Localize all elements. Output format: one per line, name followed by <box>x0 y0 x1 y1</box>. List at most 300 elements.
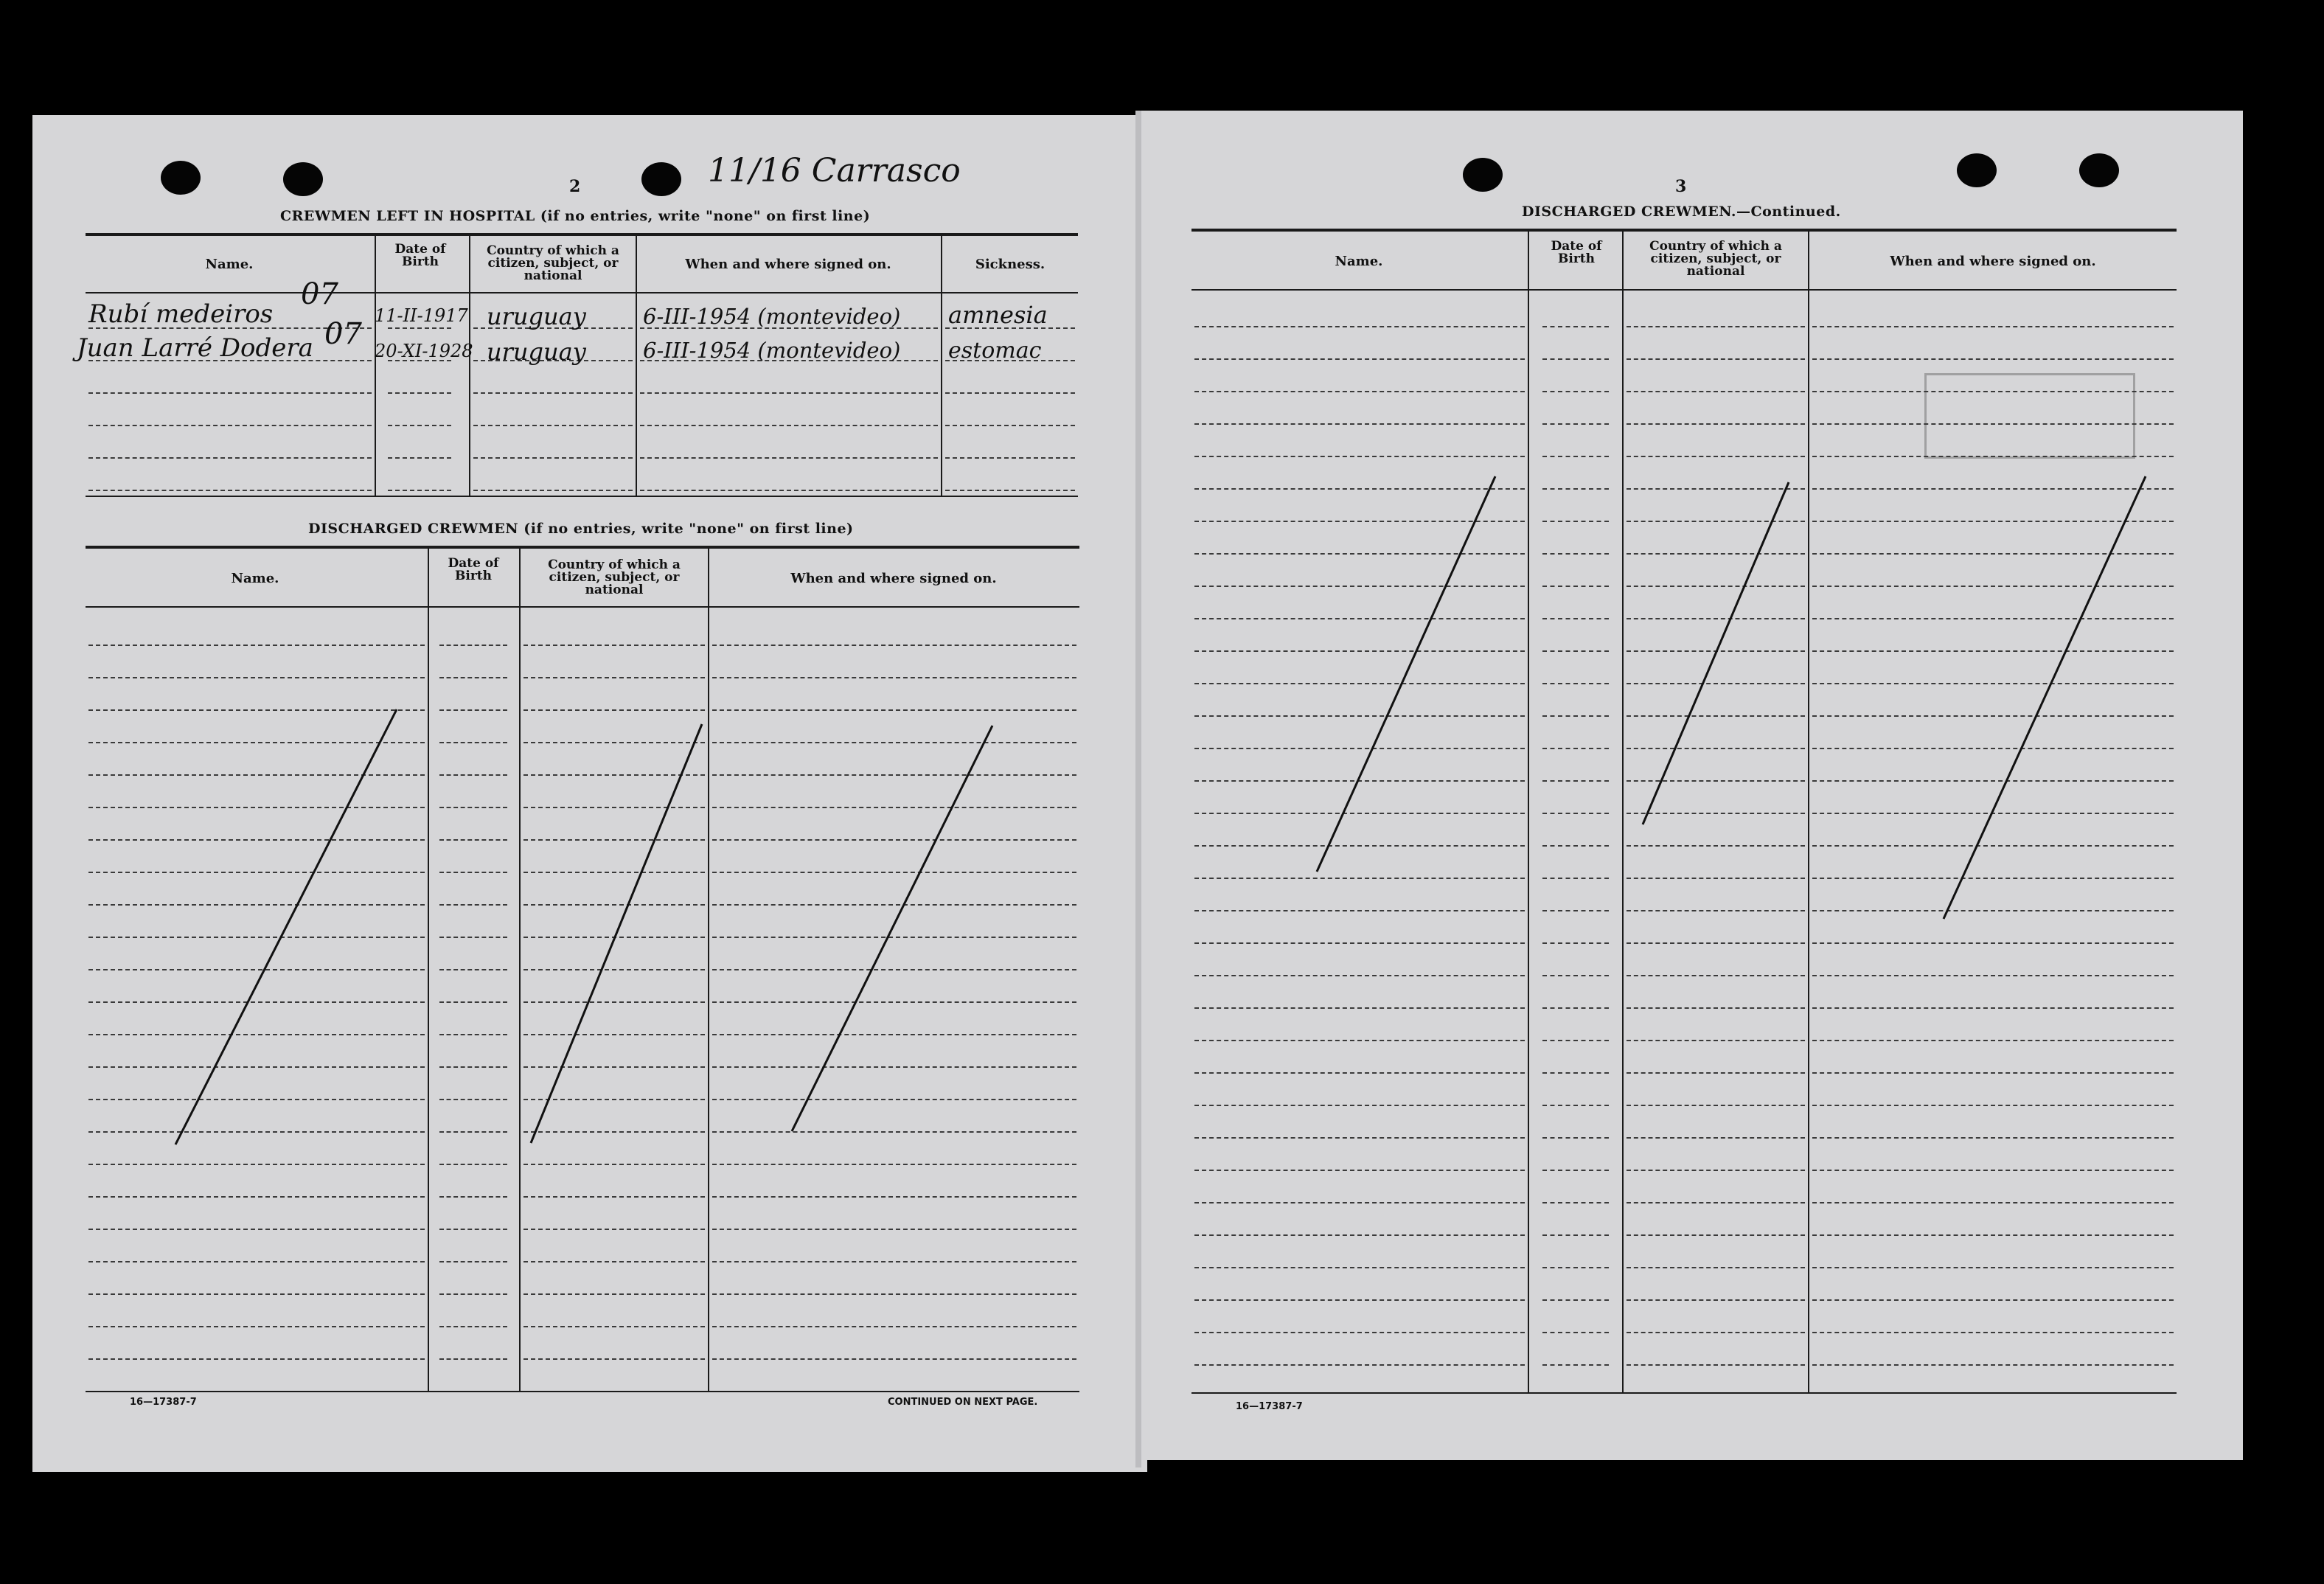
ruled-line <box>712 742 1076 743</box>
ruled-line <box>1812 910 2174 911</box>
ruled-line <box>1194 586 1525 587</box>
ruled-line <box>1542 845 1609 847</box>
ruled-line <box>1194 942 1525 944</box>
ruled-line <box>712 774 1076 776</box>
ruled-line <box>473 490 633 491</box>
ruled-line <box>88 872 425 873</box>
ruled-line <box>1542 1072 1609 1074</box>
hospital-row-1-dob: 11-II-1917 <box>375 305 468 326</box>
ruled-line <box>473 457 633 459</box>
ruled-line <box>1812 845 2174 847</box>
ruled-line <box>712 839 1076 841</box>
ruled-line <box>1627 1072 1805 1074</box>
ruled-line <box>1627 780 1805 782</box>
header-dob: Date of Birth <box>448 556 499 583</box>
ruled-line <box>523 774 705 776</box>
ruled-line <box>640 457 938 459</box>
ruled-line <box>439 709 507 711</box>
ruled-line <box>1627 1364 1805 1366</box>
ruled-line <box>1812 553 2174 555</box>
ruled-line <box>439 872 507 873</box>
ruled-line <box>1627 618 1805 619</box>
punch-hole <box>2079 153 2119 187</box>
ruled-line <box>1627 1332 1805 1333</box>
header-name: Name. <box>205 257 254 272</box>
ruled-line <box>439 1293 507 1295</box>
ruled-line <box>712 807 1076 808</box>
ruled-line <box>1812 1299 2174 1301</box>
form-number: 16—17387-7 <box>130 1397 197 1408</box>
ruled-line <box>523 1066 705 1068</box>
ruled-line <box>523 1293 705 1295</box>
ruled-line <box>1542 1202 1609 1203</box>
ruled-line <box>1812 1234 2174 1236</box>
ruled-line <box>1812 878 2174 879</box>
ruled-line <box>1194 813 1525 814</box>
table-top-rule <box>86 233 1078 236</box>
ruled-line <box>1812 748 2174 749</box>
ruled-line <box>388 392 451 394</box>
ruled-line <box>1627 358 1805 360</box>
ruled-line <box>523 1131 705 1133</box>
ruled-line <box>1194 391 1525 392</box>
table-header-rule <box>1191 289 2177 291</box>
ruled-line <box>1194 715 1525 717</box>
ruled-line <box>1627 326 1805 327</box>
ruled-line <box>1194 650 1525 652</box>
ruled-line <box>439 839 507 841</box>
ruled-line <box>1194 553 1525 555</box>
ruled-line <box>439 937 507 938</box>
ruled-line <box>439 1164 507 1165</box>
ruled-line <box>88 1099 425 1100</box>
ruled-line <box>523 677 705 678</box>
ruled-line <box>1627 1267 1805 1268</box>
header-name: Name. <box>231 571 279 586</box>
header-sickness: Sickness. <box>975 257 1046 272</box>
ruled-line <box>523 1358 705 1360</box>
ruled-line <box>1627 488 1805 490</box>
ruled-line <box>523 904 705 906</box>
ruled-line <box>1812 618 2174 619</box>
ruled-line <box>640 392 938 394</box>
column-divider <box>519 549 521 1392</box>
ruled-line <box>1542 618 1609 619</box>
ruled-line <box>1627 942 1805 944</box>
ruled-line <box>1627 748 1805 749</box>
column-divider <box>708 549 709 1392</box>
ruled-line <box>1542 358 1609 360</box>
ruled-line <box>523 709 705 711</box>
ruled-line <box>439 904 507 906</box>
header-signed: When and where signed on. <box>1890 254 2096 269</box>
ruled-line <box>1542 683 1609 684</box>
ruled-line <box>1812 942 2174 944</box>
ruled-line <box>712 645 1076 646</box>
ruled-line <box>439 677 507 678</box>
ruled-line <box>1542 391 1609 392</box>
ruled-line <box>640 425 938 426</box>
ruled-line <box>712 1261 1076 1262</box>
ruled-line <box>88 1034 425 1035</box>
ruled-line <box>1194 488 1525 490</box>
ruled-line <box>1812 488 2174 490</box>
ruled-line <box>1542 1170 1609 1171</box>
ruled-line <box>88 1293 425 1295</box>
ruled-line <box>1812 715 2174 717</box>
ruled-line <box>439 1099 507 1100</box>
ruled-line <box>1812 358 2174 360</box>
ruled-line <box>1542 878 1609 879</box>
ruled-line <box>1812 1364 2174 1366</box>
ruled-line <box>1627 423 1805 425</box>
column-divider <box>1528 232 1529 1394</box>
ruled-line <box>1627 586 1805 587</box>
ruled-line <box>1542 326 1609 327</box>
ruled-line <box>88 645 425 646</box>
ruled-line <box>1542 423 1609 425</box>
ruled-line <box>88 1358 425 1360</box>
punch-hole <box>641 162 681 196</box>
ruled-line <box>439 1196 507 1198</box>
punch-hole <box>283 162 323 196</box>
hospital-row-2-signed: 6-III-1954 (montevideo) <box>643 338 901 363</box>
handwritten-annotation: 11/16 Carrasco <box>708 152 961 190</box>
ruled-line <box>1627 878 1805 879</box>
column-divider <box>1808 232 1809 1394</box>
ruled-line <box>88 1229 425 1230</box>
column-divider <box>941 236 942 497</box>
ruled-line <box>712 1229 1076 1230</box>
ruled-line <box>712 1099 1076 1100</box>
ruled-line <box>1812 326 2174 327</box>
punch-hole <box>161 161 201 195</box>
ruled-line <box>712 1164 1076 1165</box>
right-page <box>1138 111 2243 1460</box>
header-dob: Date of Birth <box>1551 239 1602 266</box>
hospital-row-1-name: Rubí medeiros <box>88 299 274 329</box>
ruled-line <box>712 1034 1076 1035</box>
ruled-line <box>88 392 372 394</box>
ruled-line <box>1194 1105 1525 1106</box>
table-bottom-rule <box>86 1391 1079 1392</box>
table-top-rule <box>86 546 1079 549</box>
ruled-line <box>1812 1170 2174 1171</box>
header-signed: When and where signed on. <box>790 571 997 586</box>
header-name: Name. <box>1335 254 1383 269</box>
ruled-line <box>1194 1170 1525 1171</box>
ruled-line <box>473 392 633 394</box>
hospital-row-1-signed: 6-III-1954 (montevideo) <box>643 304 901 329</box>
ruled-line <box>1627 521 1805 522</box>
header-dob: Date of Birth <box>394 242 446 269</box>
ruled-line <box>1812 813 2174 814</box>
continued-note: CONTINUED ON NEXT PAGE. <box>888 1397 1038 1408</box>
ruled-line <box>88 457 372 459</box>
ruled-line <box>1627 553 1805 555</box>
ruled-line <box>439 969 507 970</box>
ruled-line <box>88 425 372 426</box>
ruled-line <box>1812 586 2174 587</box>
ruled-line <box>945 457 1075 459</box>
ruled-line <box>88 1164 425 1165</box>
ruled-line <box>439 1131 507 1133</box>
ruled-line <box>88 1261 425 1262</box>
page-number: 2 <box>569 177 581 196</box>
ruled-line <box>88 969 425 970</box>
ruled-line <box>88 774 425 776</box>
ruled-line <box>712 872 1076 873</box>
ruled-line <box>1542 748 1609 749</box>
ruled-line <box>1812 1105 2174 1106</box>
ruled-line <box>1812 1137 2174 1139</box>
table-top-rule <box>1191 229 2177 232</box>
ruled-line <box>712 904 1076 906</box>
table-header-rule <box>86 606 1079 608</box>
ruled-line <box>523 1196 705 1198</box>
ruled-line <box>1627 1202 1805 1203</box>
ruled-line <box>1627 715 1805 717</box>
ruled-line <box>439 645 507 646</box>
ruled-line <box>1194 1332 1525 1333</box>
ruled-line <box>712 1196 1076 1198</box>
ruled-line <box>523 839 705 841</box>
ruled-line <box>88 490 372 491</box>
ruled-line <box>1194 748 1525 749</box>
hospital-row-1-mark: 07 <box>301 277 338 311</box>
ruled-line <box>88 807 425 808</box>
ruled-line <box>1812 1007 2174 1009</box>
ruled-line <box>523 645 705 646</box>
ruled-line <box>1194 358 1525 360</box>
ruled-line <box>1194 456 1525 457</box>
ruled-line <box>439 1326 507 1327</box>
ruled-line <box>439 1261 507 1262</box>
ruled-line <box>439 807 507 808</box>
ruled-line <box>712 677 1076 678</box>
column-divider <box>469 236 470 497</box>
column-divider <box>1622 232 1624 1394</box>
table-bottom-rule <box>1191 1392 2177 1394</box>
ruled-line <box>1194 326 1525 327</box>
ruled-line <box>945 392 1075 394</box>
ruled-line <box>1194 521 1525 522</box>
ruled-line <box>439 1358 507 1360</box>
ruled-line <box>1542 1234 1609 1236</box>
ruled-line <box>1194 780 1525 782</box>
ruled-line <box>473 425 633 426</box>
ruled-line <box>439 742 507 743</box>
ruled-line <box>1194 1040 1525 1041</box>
ruled-line <box>1542 1040 1609 1041</box>
ruled-line <box>1542 975 1609 976</box>
ruled-line <box>1812 1040 2174 1041</box>
table-header-rule <box>86 292 1078 293</box>
ruled-line <box>1627 910 1805 911</box>
ruled-line <box>1627 1105 1805 1106</box>
ruled-line <box>1812 1072 2174 1074</box>
ruled-line <box>1194 1364 1525 1366</box>
ruled-line <box>1627 845 1805 847</box>
ruled-line <box>1627 1007 1805 1009</box>
hospital-section-title: CREWMEN LEFT IN HOSPITAL (if no entries, write "none" on first line) <box>280 208 871 224</box>
ruled-line <box>945 490 1075 491</box>
ruled-line <box>88 1131 425 1133</box>
ruled-line <box>1542 1267 1609 1268</box>
ruled-line <box>523 1164 705 1165</box>
ruled-line <box>523 1099 705 1100</box>
ruled-line <box>1812 780 2174 782</box>
ruled-line <box>1627 813 1805 814</box>
ruled-line <box>1194 910 1525 911</box>
column-divider <box>375 236 376 497</box>
ruled-line <box>1194 1202 1525 1203</box>
ruled-line <box>88 839 425 841</box>
ruled-line <box>439 1066 507 1068</box>
ruled-line <box>88 1196 425 1198</box>
ruled-line <box>523 872 705 873</box>
ruled-line <box>1542 1137 1609 1139</box>
ruled-line <box>1194 878 1525 879</box>
form-number: 16—17387-7 <box>1236 1401 1303 1412</box>
punch-hole <box>1463 158 1503 192</box>
ruled-line <box>712 1326 1076 1327</box>
ruled-line <box>1542 1007 1609 1009</box>
ruled-line <box>1542 1299 1609 1301</box>
ruled-line <box>1542 488 1609 490</box>
ruled-line <box>388 327 451 329</box>
ruled-line <box>1812 521 2174 522</box>
ruled-line <box>712 1293 1076 1295</box>
column-divider <box>636 236 637 497</box>
table-bottom-rule <box>86 496 1078 497</box>
ruled-line <box>1194 1072 1525 1074</box>
ruled-line <box>1542 650 1609 652</box>
header-country: Country of which a citizen, subject, or national <box>548 557 681 597</box>
discharged-continued-title: DISCHARGED CREWMEN.—Continued. <box>1522 204 1841 220</box>
hospital-row-2-country: uruguay <box>487 338 586 366</box>
ruled-line <box>1542 1332 1609 1333</box>
ruled-line <box>1194 1007 1525 1009</box>
ruled-line <box>1194 1137 1525 1139</box>
ruled-line <box>388 425 451 426</box>
ruled-line <box>523 1034 705 1035</box>
ruled-line <box>1627 391 1805 392</box>
ruled-line <box>523 1001 705 1003</box>
ruled-line <box>439 1001 507 1003</box>
ruled-line <box>1812 975 2174 976</box>
hospital-row-2-sickness: estomac <box>948 338 1042 364</box>
ruled-line <box>523 1229 705 1230</box>
discharged-section-title: DISCHARGED CREWMEN (if no entries, write "none" on first line) <box>308 521 854 537</box>
ruled-line <box>1194 1234 1525 1236</box>
ruled-line <box>1194 1299 1525 1301</box>
ruled-line <box>88 742 425 743</box>
hospital-row-1-country: uruguay <box>487 302 586 330</box>
ruled-line <box>1542 586 1609 587</box>
ruled-line <box>439 774 507 776</box>
ruled-line <box>1542 715 1609 717</box>
ruled-line <box>712 1358 1076 1360</box>
ruled-line <box>1627 1234 1805 1236</box>
ruled-line <box>523 937 705 938</box>
ruled-line <box>523 1261 705 1262</box>
ruled-line <box>88 1066 425 1068</box>
header-country: Country of which a citizen, subject, or national <box>1649 239 1782 279</box>
ruled-line <box>1542 942 1609 944</box>
page-number: 3 <box>1675 177 1687 196</box>
ruled-line <box>1627 456 1805 457</box>
ruled-line <box>1542 780 1609 782</box>
ruled-line <box>1542 456 1609 457</box>
ruled-line <box>712 937 1076 938</box>
ruled-line <box>640 490 938 491</box>
page-fold <box>1135 111 1141 1467</box>
ruled-line <box>712 1066 1076 1068</box>
ruled-line <box>712 969 1076 970</box>
header-signed: When and where signed on. <box>685 257 891 272</box>
ruled-line <box>523 807 705 808</box>
hospital-row-1-sickness: amnesia <box>948 301 1048 329</box>
ruled-line <box>1194 683 1525 684</box>
ruled-line <box>88 709 425 711</box>
ruled-line <box>1812 1332 2174 1333</box>
ruled-line <box>523 742 705 743</box>
ruled-line <box>1542 1364 1609 1366</box>
punch-hole <box>1957 153 1997 187</box>
header-country: Country of which a citizen, subject, or national <box>487 243 619 283</box>
ruled-line <box>1627 1170 1805 1171</box>
ruled-line <box>1812 650 2174 652</box>
ruled-line <box>523 1326 705 1327</box>
hospital-row-2-dob: 20-XI-1928 <box>375 341 473 361</box>
ruled-line <box>439 1034 507 1035</box>
ruled-line <box>1627 975 1805 976</box>
ruled-line <box>1627 650 1805 652</box>
ruled-line <box>1627 1137 1805 1139</box>
ruled-line <box>1812 683 2174 684</box>
ruled-line <box>712 709 1076 711</box>
ruled-line <box>88 937 425 938</box>
ruled-line <box>1627 683 1805 684</box>
ruled-line <box>1812 1267 2174 1268</box>
ruled-line <box>88 1001 425 1003</box>
ruled-line <box>1627 1299 1805 1301</box>
ruled-line <box>88 1326 425 1327</box>
hospital-row-2-mark: 07 <box>324 317 362 351</box>
ruled-line <box>1542 910 1609 911</box>
ruled-line <box>1542 521 1609 522</box>
ruled-line <box>1812 1202 2174 1203</box>
ruled-line <box>1627 1040 1805 1041</box>
ruled-line <box>1194 975 1525 976</box>
ruled-line <box>712 1131 1076 1133</box>
ruled-line <box>523 969 705 970</box>
ruled-line <box>439 1229 507 1230</box>
ruled-line <box>88 677 425 678</box>
ruled-line <box>1194 618 1525 619</box>
ruled-line <box>1542 813 1609 814</box>
ruled-line <box>1194 845 1525 847</box>
ruled-line <box>1194 1267 1525 1268</box>
ruled-line <box>712 1001 1076 1003</box>
hospital-row-2-name: Juan Larré Dodera <box>77 333 313 363</box>
ruled-line <box>1194 423 1525 425</box>
ruled-line <box>1542 1105 1609 1106</box>
ruled-line <box>945 425 1075 426</box>
column-divider <box>428 549 429 1392</box>
ruled-line <box>388 457 451 459</box>
